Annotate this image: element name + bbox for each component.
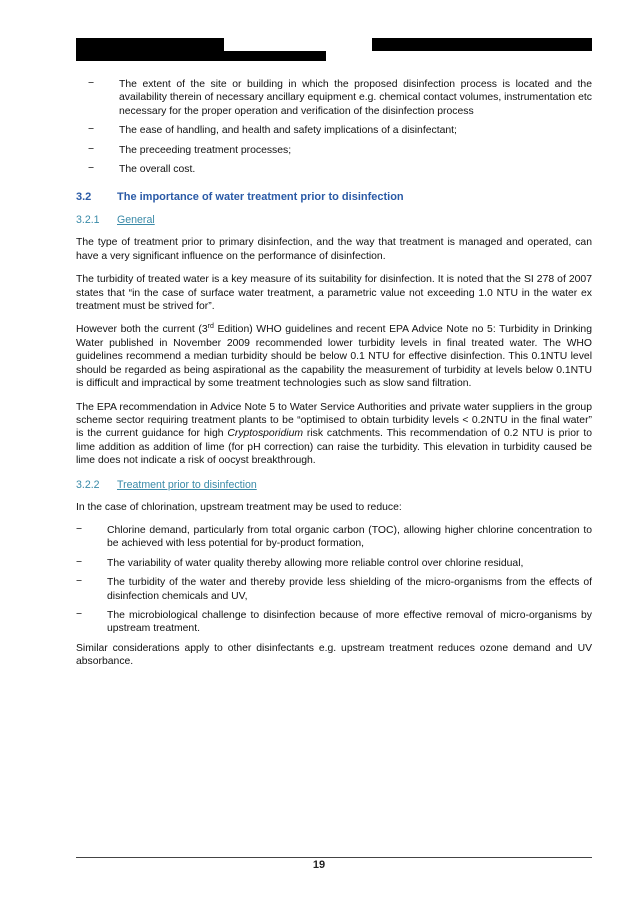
- footer-divider: [76, 857, 592, 858]
- bullet-text: The extent of the site or building in which the proposed disinfection process is located and the availability therein of necessary ancillary equipment e.g. chemical contact volumes, instrumentation etc necessary for the proper operation and verification of the disinfection process: [119, 79, 592, 117]
- bullet-text: The overall cost.: [119, 164, 196, 176]
- section-heading-3-2: [76, 190, 592, 204]
- bullet-dash: −: [76, 608, 83, 620]
- subsection-heading-3-2-2: [76, 478, 592, 492]
- list-item: [88, 144, 592, 157]
- bullet-dash: −: [88, 124, 95, 136]
- bullet-text: The turbidity of the water and thereby provide less shielding of the micro-organisms from the effects of disinfection chemicals and UV,: [107, 577, 592, 602]
- italic-text: Cryptosporidium: [227, 428, 304, 440]
- subsection-title: Treatment prior to disinfection: [117, 478, 257, 491]
- list-item: [76, 576, 592, 603]
- bullet-text: The ease of handling, and health and safety implications of a disinfectant;: [119, 125, 457, 137]
- paragraph: [76, 323, 592, 390]
- bullet-dash: −: [88, 78, 95, 89]
- bullet-dash: −: [76, 523, 83, 535]
- bullet-text: The preceeding treatment processes;: [119, 144, 292, 156]
- redacted-header-left: [76, 38, 224, 51]
- list-item: [88, 124, 592, 137]
- text-run: risk catchments. This recommendation of 0.2 NTU is prior to lime addition as addition of lime (for pH correction) can raise the turbidity. This elevation in turbidity caused be lime does not indicate a risk of oocyst breakthrough.: [76, 428, 592, 467]
- subsection-title: General: [117, 214, 155, 227]
- bullet-text: The variability of water quality thereby allowing more reliable control over chlorine residual,: [107, 557, 524, 569]
- subsection-number: 3.2.2: [76, 478, 100, 491]
- list-item: [76, 557, 592, 570]
- list-item: [88, 163, 592, 176]
- redacted-header-left-sub: [76, 51, 326, 61]
- list-item: [76, 524, 592, 551]
- bullet-dash: −: [76, 556, 83, 568]
- paragraph: Similar considerations apply to other disinfectants e.g. upstream treatment reduces ozone demand and UV absorbance.: [76, 642, 592, 668]
- subsection-number: 3.2.1: [76, 214, 100, 227]
- list-item: [88, 78, 592, 118]
- bullet-text: Chlorine demand, particularly from total organic carbon (TOC), allowing higher chlorine concentration to be achieved with less potential for by-product formation,: [107, 524, 592, 550]
- bullet-dash: −: [88, 143, 95, 155]
- page-number: 19: [312, 859, 326, 871]
- redacted-header-right: [372, 38, 592, 51]
- list-item: [76, 609, 592, 636]
- section-title: The importance of water treatment prior to disinfection: [117, 191, 404, 204]
- paragraph: In the case of chlorination, upstream treatment may be used to reduce:: [76, 501, 402, 513]
- paragraph: The turbidity of treated water is a key measure of its suitability for disinfection. It is noted that the SI 278 of 2007 states that “in the case of surface water treatment, a parametric value not exceeding 1.0 NTU in the water ex treatment must be strived for”.: [76, 274, 592, 313]
- paragraph: [76, 401, 592, 468]
- bullet-text: The microbiological challenge to disinfection because of more effective removal of micro-organisms by upstream treatment.: [107, 609, 592, 635]
- bullet-dash: −: [76, 576, 83, 588]
- paragraph: The type of treatment prior to primary disinfection, and the way that treatment is managed and operated, can have a very significant influence on the performance of disinfection.: [76, 237, 592, 262]
- bullet-dash: −: [88, 163, 95, 175]
- document-body: [76, 78, 592, 679]
- superscript: rd: [207, 323, 214, 331]
- text-run: Edition) WHO guidelines and recent EPA Advice Note no 5: Turbidity in Drinking Water published in November 2009 recommended lower turbidity levels in final treated water. The WHO guidelines recommend a median turbidity should be below 0.1 NTU for effective disinfection. This 0.1NTU level should be regarded as being aspirational as the capability the measurement of turbidity at levels below 0.1NTU is difficult and impractical by some treatment technologies such as slow sand filtration.: [76, 324, 592, 390]
- subsection-heading-3-2-1: [76, 213, 592, 227]
- text-run: The EPA recommendation in Advice Note 5 to Water Service Authorities and private water suppliers in the group scheme sector requiring treatment plants to be “optimised to obtain turbidity levels < 0.2NTU in the final water” is the current guidance for high: [76, 401, 592, 440]
- section-number: 3.2: [76, 191, 92, 204]
- text-run: However both the current (3: [76, 324, 208, 336]
